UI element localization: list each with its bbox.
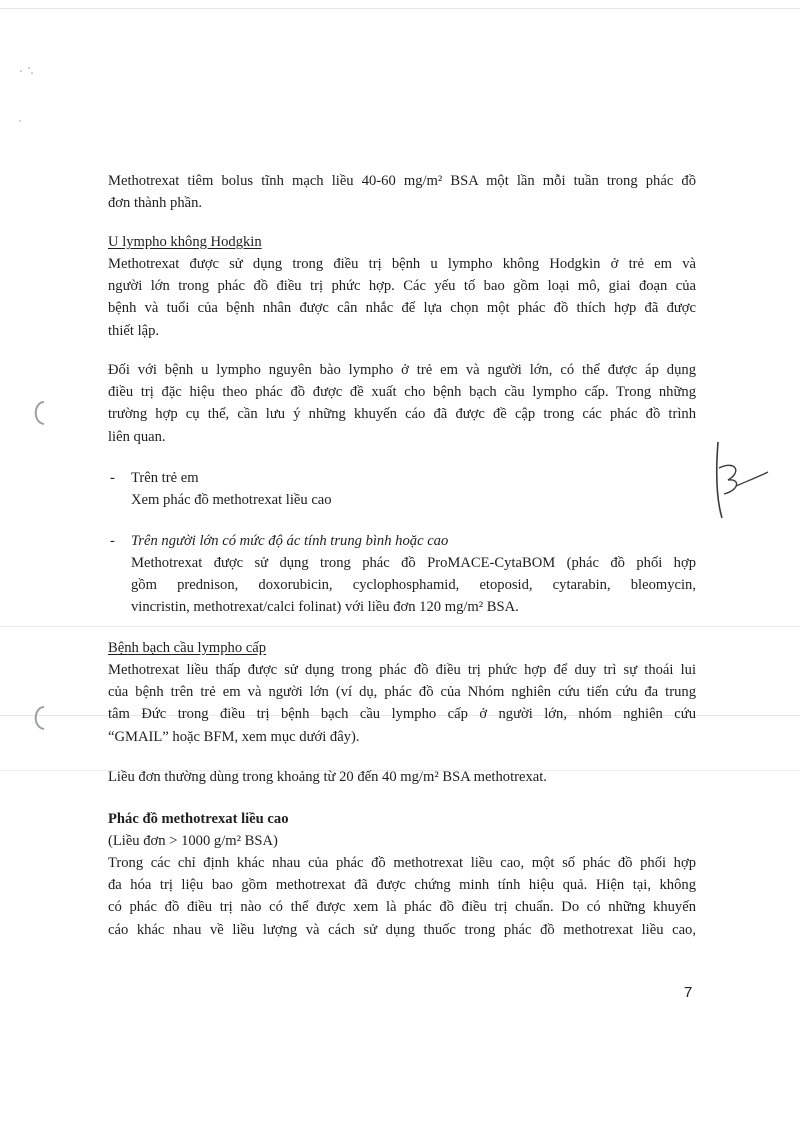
punch-hole-mark (28, 703, 50, 733)
paragraph-lymphoblastic (108, 359, 696, 448)
text-line: Methotrexat tiêm bolus tĩnh mạch liều 40-60 mg/m² BSA một lần mỗi tuần trong phác đồ (108, 173, 696, 189)
text-line: của bệnh trên trẻ em và người lớn (ví dụ, phác đồ của Nhóm nghiên cứu tiến cứu đa trung (108, 684, 696, 701)
text-line: bệnh và tuổi của bệnh nhân được cân nhắc để lựa chọn một phác đồ thích hợp đã được (108, 300, 696, 317)
bullet-title-adults: Trên người lớn có mức độ ác tính trung bình hoặc cao (131, 533, 449, 549)
bullet-dash: - (110, 533, 115, 549)
scan-line (0, 8, 800, 9)
section-heading-high-dose: Phác đồ methotrexat liều cao (108, 811, 289, 827)
text-line: đơn thành phần. (108, 195, 203, 212)
section-heading-nhl: U lympho không Hodgkin (108, 234, 262, 250)
text-line: đa hóa trị liệu bao gồm methotrexat đã được chứng minh tính hiệu quả. Hiện tại, không (108, 877, 696, 894)
text-line: Methotrexat liều thấp được sử dụng trong phác đồ điều trị phức hợp để duy trì sự thoái lui (108, 662, 696, 678)
signature-initial (706, 438, 772, 522)
scan-line (0, 626, 800, 627)
paragraph-dose: Liều đơn thường dùng trong khoảng từ 20 đến 40 mg/m² BSA methotrexat. (108, 769, 547, 785)
text-line: gồm prednison, doxorubicin, cyclophosphamid, etoposid, cytarabin, bleomycin, (131, 577, 696, 594)
text-line: cáo khác nhau về liều lượng và cách sử dụng thuốc trong phác đồ methotrexat liều cao, (108, 921, 696, 938)
paragraph-all (108, 659, 696, 748)
bullet-text-adults (131, 552, 696, 619)
text-line: Trong các chỉ định khác nhau của phác đồ methotrexat liều cao, một số phác đồ phối hợp (108, 855, 696, 871)
text-line: vincristin, methotrexat/calci folinat) với liều đơn 120 mg/m² BSA. (131, 599, 519, 616)
text-line: người lớn trong phác đồ điều trị phức hợp. Các yếu tố bao gồm loại mô, giai đoạn của (108, 278, 696, 295)
punch-hole-mark (28, 398, 50, 428)
text-line: trường hợp cụ thể, cần lưu ý những khuyến cáo đã được đề cập trong các phác đồ trình (108, 406, 696, 423)
bullet-text-children: Xem phác đồ methotrexat liều cao (131, 492, 332, 508)
bullet-title-children: Trên trẻ em (131, 470, 199, 486)
scan-specks (10, 25, 50, 135)
page-number: 7 (684, 984, 693, 1001)
paragraph-high-dose (108, 852, 696, 941)
text-line: Methotrexat được sử dụng trong phác đồ ProMACE-CytaBOM (phác đồ phối hợp (131, 555, 696, 571)
paragraph-intro (108, 170, 696, 214)
text-line: thiết lập. (108, 322, 160, 339)
section-heading-all: Bệnh bạch cầu lympho cấp (108, 640, 267, 656)
text-line: Đối với bệnh u lympho nguyên bào lympho ở trẻ em và người lớn, có thể được áp dụng (108, 362, 696, 378)
text-line: tâm Đức trong điều trị bệnh bạch cầu lympho cấp ở người lớn, nhóm nghiên cứu (108, 706, 696, 723)
text-line: có phác đồ điều trị nào có thể được xem là phác đồ điều trị chuẩn. Do có những khuyến (108, 899, 696, 916)
text-line: điều trị đặc hiệu theo phác đồ được đề xuất cho bệnh bạch cầu lympho cấp. Trong những (108, 384, 696, 401)
text-line: liên quan. (108, 428, 166, 445)
text-line: “GMAIL” hoặc BFM, xem mục dưới đây). (108, 728, 360, 745)
high-dose-subtitle: (Liều đơn > 1000 g/m² BSA) (108, 833, 278, 849)
paragraph-nhl (108, 253, 696, 342)
text-line: Methotrexat được sử dụng trong điều trị bệnh u lympho không Hodgkin ở trẻ em và (108, 256, 696, 272)
bullet-dash: - (110, 470, 115, 486)
